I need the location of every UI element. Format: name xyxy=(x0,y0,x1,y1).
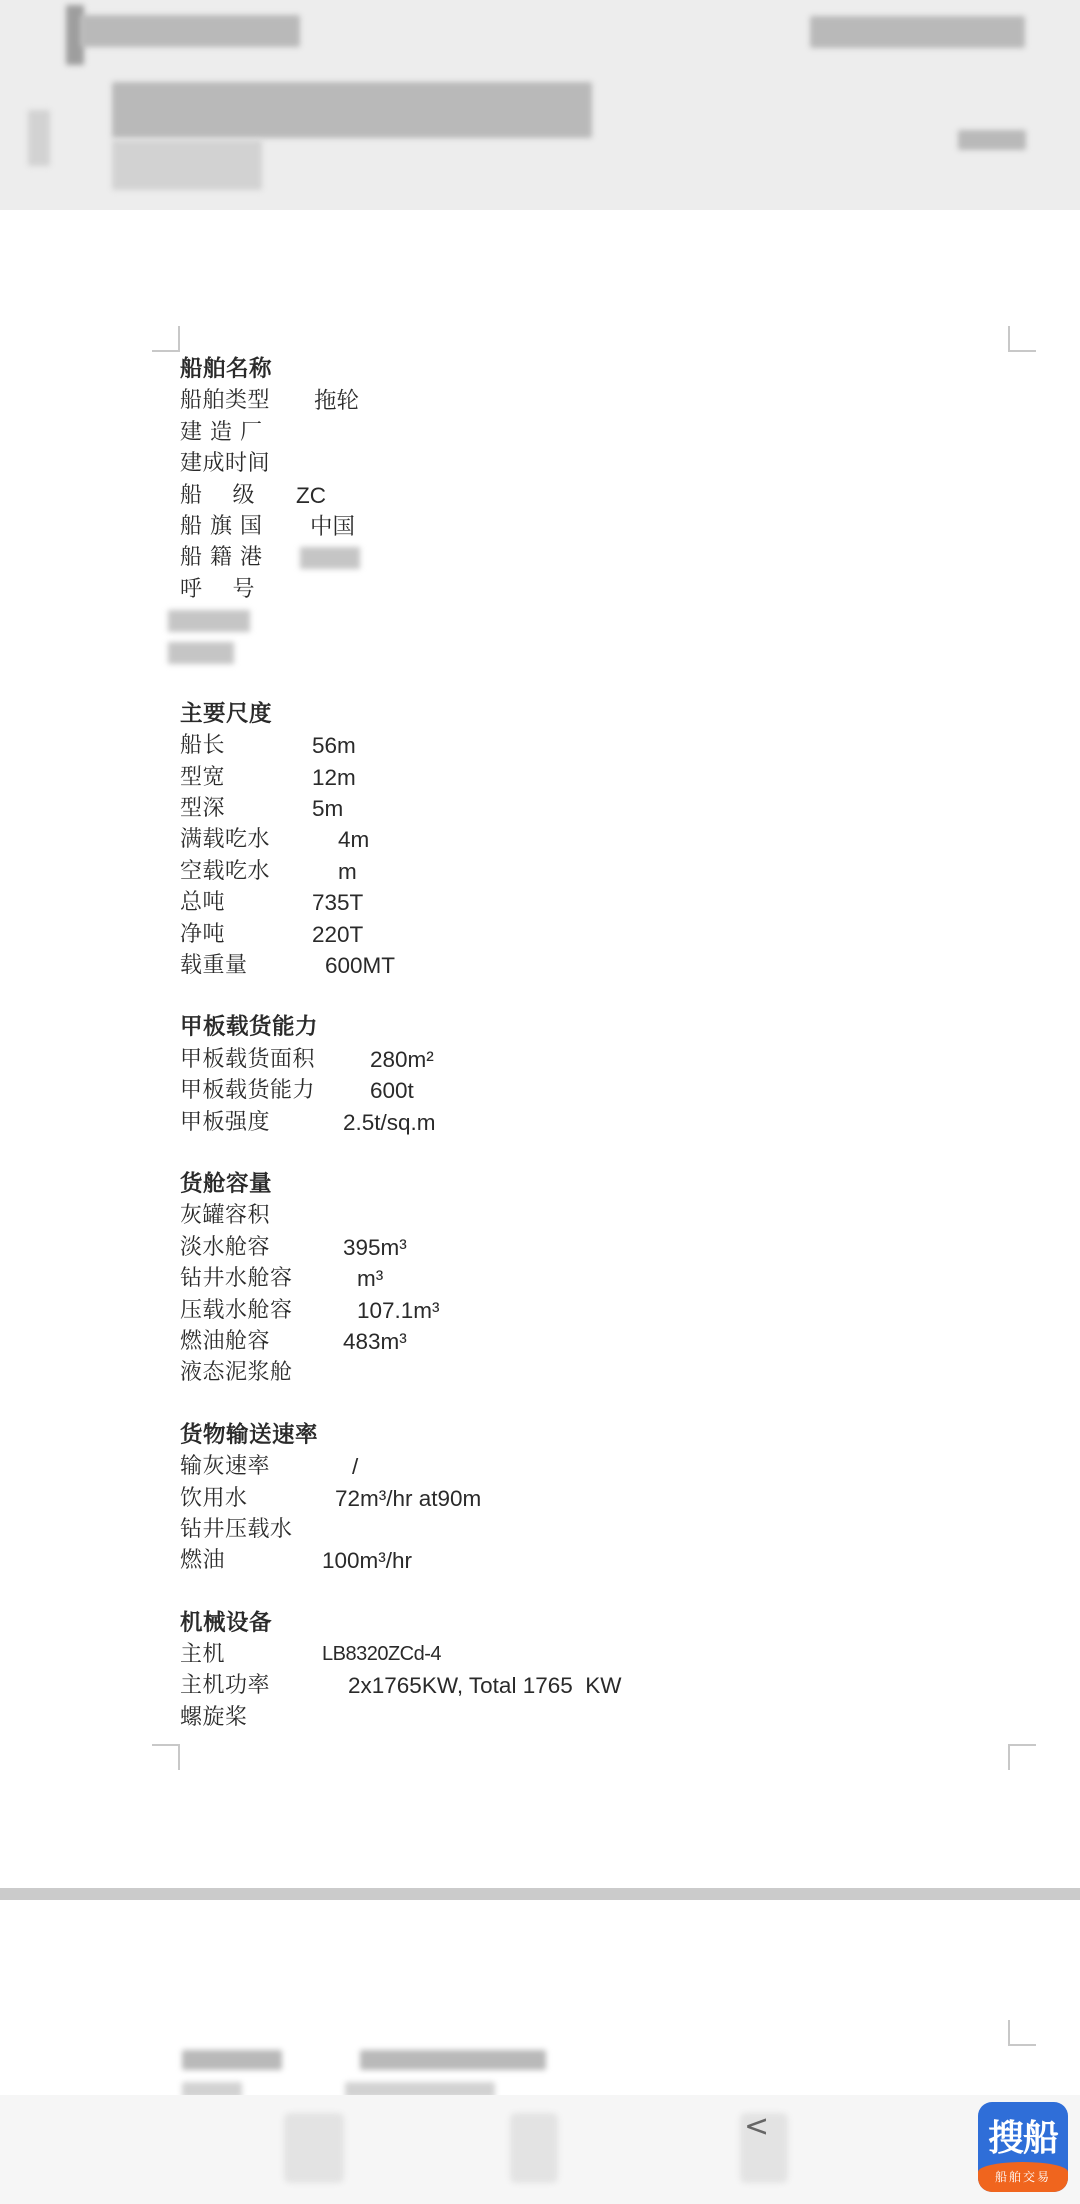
spec-row xyxy=(180,856,980,887)
spec-label: 甲板强度 xyxy=(180,1109,271,1135)
spec-row xyxy=(180,1545,980,1576)
section-title: 货物输送速率 xyxy=(180,1421,319,1448)
spec-row xyxy=(180,1326,980,1357)
section-deck-cargo-capacity xyxy=(180,1012,980,1138)
spec-label: 甲板载货面积 xyxy=(180,1046,316,1072)
spec-row-redacted xyxy=(180,637,980,668)
spec-label: 主机 xyxy=(180,1642,226,1668)
spec-row xyxy=(180,448,980,479)
spec-value: 2x1765KW, Total 1765 KW xyxy=(348,1673,622,1699)
spec-label: 主机功率 xyxy=(180,1673,271,1699)
spec-row xyxy=(180,574,980,605)
spec-row xyxy=(180,730,980,761)
spec-row xyxy=(180,1263,980,1294)
spec-label: 净吨 xyxy=(180,921,226,947)
spec-row xyxy=(180,762,980,793)
section-vessel-name xyxy=(180,354,980,668)
spec-value: 56m xyxy=(312,733,356,759)
spec-row xyxy=(180,1200,980,1231)
section-title: 船舶名称 xyxy=(180,356,273,382)
spec-label: 甲板载货能力 xyxy=(180,1078,316,1104)
spec-row xyxy=(180,919,980,950)
sochuan-watermark-logo xyxy=(978,2102,1068,2192)
status-bar-left-blur xyxy=(80,15,300,47)
spec-row xyxy=(180,950,980,981)
spec-row xyxy=(180,824,980,855)
spec-value: 72m³/hr at90m xyxy=(335,1485,482,1511)
page-corner-mark-top-left xyxy=(152,326,180,352)
spec-row xyxy=(180,1639,980,1670)
spec-value: 600t xyxy=(370,1078,414,1104)
spec-label: 总吨 xyxy=(180,890,226,916)
spec-value: 5m xyxy=(312,796,344,822)
section-title: 货舱容量 xyxy=(180,1170,273,1197)
spec-row xyxy=(180,1107,980,1138)
spec-label: 船长 xyxy=(180,733,226,759)
spec-value: m³ xyxy=(357,1266,384,1292)
spec-row xyxy=(180,793,980,824)
spec-label: 燃油舱容 xyxy=(180,1328,271,1354)
page2-text-blur xyxy=(360,2050,546,2070)
spec-value: 220T xyxy=(312,921,364,947)
spec-value: 4m xyxy=(338,827,370,853)
spec-value: 483m³ xyxy=(343,1328,407,1354)
spec-value: 拖轮 xyxy=(314,388,360,414)
spec-label: 饮用水 xyxy=(180,1485,248,1511)
home-button[interactable] xyxy=(510,2113,558,2183)
logo-main-text: 搜船 xyxy=(987,2118,1058,2159)
spec-label: 钻井压载水 xyxy=(180,1516,293,1542)
page-separator xyxy=(0,1888,1080,1900)
spec-value: 735T xyxy=(312,890,364,916)
spec-label: 空载吃水 xyxy=(180,858,271,884)
spec-label: 船 级 xyxy=(180,482,255,508)
spec-label: 船 籍 港 xyxy=(180,545,263,571)
vessel-spec-document xyxy=(180,354,980,1764)
spec-label: 型深 xyxy=(180,796,226,822)
spec-label: 钻井水舱容 xyxy=(180,1266,293,1292)
spec-value: 12m xyxy=(312,764,356,790)
spec-row xyxy=(180,1044,980,1075)
header-action-blur[interactable] xyxy=(958,130,1026,150)
spec-label-redacted xyxy=(168,642,234,664)
spec-label: 满载吃水 xyxy=(180,827,271,853)
logo-sub-text: 船舶交易 xyxy=(978,2162,1068,2192)
spec-value: 600MT xyxy=(325,953,396,979)
spec-value: LB8320ZCd-4 xyxy=(322,1643,442,1666)
spec-value: 107.1m³ xyxy=(357,1297,440,1323)
spec-label: 载重量 xyxy=(180,953,248,979)
spec-label: 燃油 xyxy=(180,1548,226,1574)
spec-row xyxy=(180,1670,980,1701)
spec-label: 建成时间 xyxy=(180,451,271,477)
spec-label: 船舶类型 xyxy=(180,388,271,414)
section-title: 主要尺度 xyxy=(180,700,273,727)
spec-label: 淡水舱容 xyxy=(180,1234,271,1260)
spec-value: 395m³ xyxy=(343,1234,407,1260)
spec-label: 螺旋桨 xyxy=(180,1704,248,1730)
spec-value: 中国 xyxy=(310,513,356,539)
document-title-blur xyxy=(112,82,592,138)
spec-row xyxy=(180,1357,980,1388)
spec-label: 型宽 xyxy=(180,764,226,790)
spec-label: 建 造 厂 xyxy=(180,419,263,445)
spec-value: / xyxy=(352,1454,359,1480)
spec-row xyxy=(180,385,980,416)
spec-row xyxy=(180,417,980,448)
spec-row xyxy=(180,1075,980,1106)
section-machinery xyxy=(180,1608,980,1734)
spec-row xyxy=(180,1514,980,1545)
spec-value: 280m² xyxy=(370,1046,434,1072)
spec-label: 液态泥浆舱 xyxy=(180,1360,293,1386)
spec-row xyxy=(180,1483,980,1514)
status-bar-right-blur xyxy=(810,16,1025,48)
spec-label: 呼 号 xyxy=(180,576,255,602)
page-corner-mark-bottom-left xyxy=(152,1744,180,1770)
page-corner-mark-top-right xyxy=(1008,2020,1036,2046)
section-title: 机械设备 xyxy=(180,1609,273,1636)
document-subtitle-blur xyxy=(112,140,262,190)
section-cargo-transfer-rate xyxy=(180,1420,980,1577)
spec-label: 输灰速率 xyxy=(180,1454,271,1480)
app-header xyxy=(0,0,1080,210)
spec-label-redacted xyxy=(168,610,250,632)
section-tank-capacity xyxy=(180,1169,980,1389)
spec-row xyxy=(180,1451,980,1482)
page-corner-mark-top-right xyxy=(1008,326,1036,352)
spec-row xyxy=(180,480,980,511)
spec-label: 船 旗 国 xyxy=(180,513,263,539)
spec-row xyxy=(180,1702,980,1733)
section-title: 甲板载货能力 xyxy=(180,1014,319,1041)
page-corner-mark-bottom-right xyxy=(1008,1744,1036,1770)
spec-value: m xyxy=(338,858,357,884)
system-navigation-bar xyxy=(0,2095,1080,2204)
page2-text-blur xyxy=(182,2050,282,2070)
spec-row xyxy=(180,511,980,542)
spec-value: ZC xyxy=(296,482,326,508)
spec-label: 灰罐容积 xyxy=(180,1203,271,1229)
spec-value-redacted xyxy=(300,547,360,569)
back-icon: < xyxy=(744,2109,770,2144)
spec-row xyxy=(180,887,980,918)
recent-apps-button[interactable] xyxy=(284,2113,344,2183)
spec-row xyxy=(180,1295,980,1326)
back-arrow-icon[interactable] xyxy=(28,110,50,166)
spec-row xyxy=(180,1232,980,1263)
spec-label: 压载水舱容 xyxy=(180,1297,293,1323)
section-main-dimensions xyxy=(180,699,980,982)
spec-row xyxy=(180,542,980,573)
spec-row-redacted xyxy=(180,605,980,636)
spec-value: 100m³/hr xyxy=(322,1548,413,1574)
spec-value: 2.5t/sq.m xyxy=(343,1109,436,1135)
